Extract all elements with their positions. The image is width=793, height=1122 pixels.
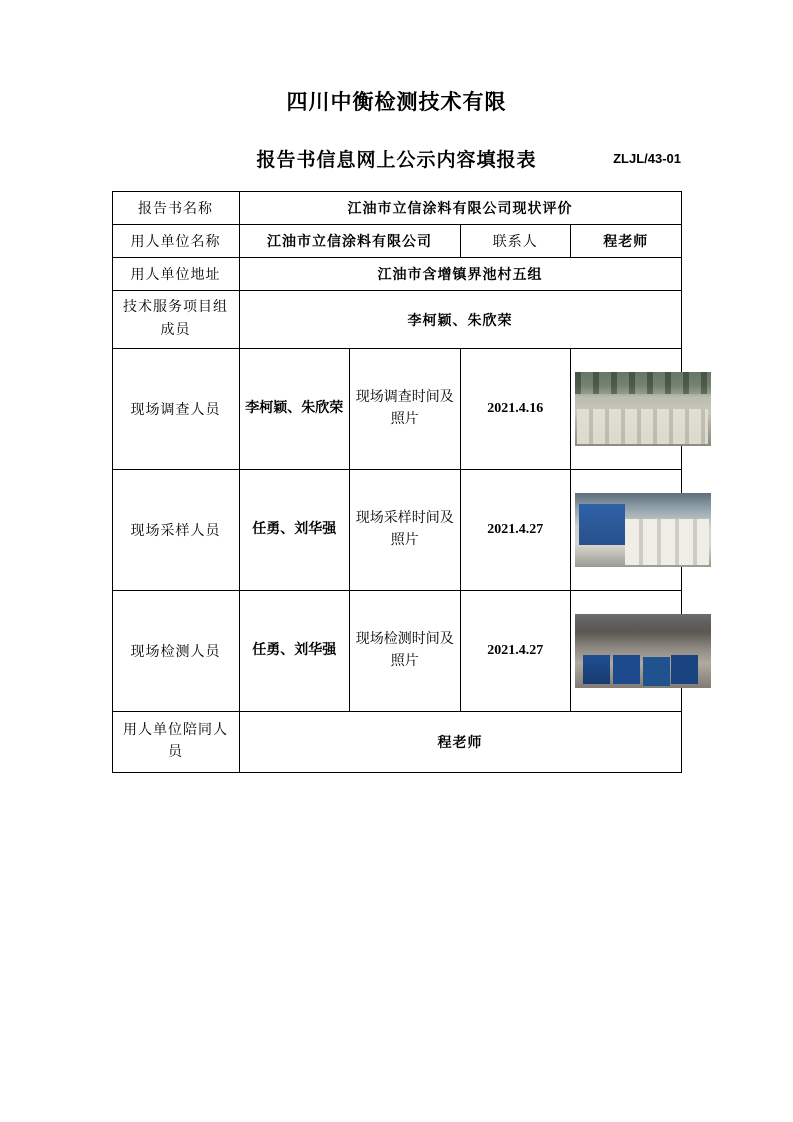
table-row	[112, 291, 681, 349]
row-photo-cell	[571, 349, 682, 470]
row-desc: 现场采样时间及照片	[350, 470, 461, 591]
workshop-drums-photo	[575, 614, 711, 688]
row-value: 江油市立信涂料有限公司	[239, 225, 460, 258]
row-desc: 现场检测时间及照片	[350, 591, 461, 712]
row-value: 程老师	[239, 712, 681, 773]
report-info-table	[112, 191, 682, 773]
row-value: 江油市含增镇界池村五组	[239, 258, 681, 291]
stacked-bags-photo	[575, 493, 711, 567]
row-value-contact: 程老师	[571, 225, 682, 258]
row-label: 用人单位陪同人员	[112, 712, 239, 773]
row-photo-cell	[571, 470, 682, 591]
page-title: 四川中衡检测技术有限	[286, 90, 507, 114]
title-block	[0, 0, 793, 173]
row-person: 任勇、刘华强	[239, 470, 350, 591]
table-row	[112, 225, 681, 258]
row-desc: 现场调查时间及照片	[350, 349, 461, 470]
row-label: 技术服务项目组成员	[112, 291, 239, 349]
row-person: 李柯颖、朱欣荣	[239, 349, 350, 470]
row-value: 江油市立信涂料有限公司现状评价	[239, 192, 681, 225]
row-person: 任勇、刘华强	[239, 591, 350, 712]
row-date: 2021.4.27	[460, 470, 571, 591]
table-row	[112, 712, 681, 773]
subtitle-row	[0, 145, 793, 173]
form-title: 报告书信息网上公示内容填报表	[256, 150, 537, 172]
warehouse-bags-photo	[575, 372, 711, 446]
row-date: 2021.4.16	[460, 349, 571, 470]
row-label: 现场检测人员	[112, 591, 239, 712]
row-label: 现场采样人员	[112, 470, 239, 591]
form-code: ZLJL/43-01	[613, 151, 681, 167]
table-row	[112, 192, 681, 225]
row-photo-cell	[571, 591, 682, 712]
row-label-contact: 联系人	[460, 225, 571, 258]
row-label: 报告书名称	[112, 192, 239, 225]
row-value: 李柯颖、朱欣荣	[239, 291, 681, 349]
row-label: 用人单位名称	[112, 225, 239, 258]
row-label: 用人单位地址	[112, 258, 239, 291]
table-row	[112, 258, 681, 291]
row-date: 2021.4.27	[460, 591, 571, 712]
table-row	[112, 349, 681, 470]
table-row	[112, 591, 681, 712]
row-label: 现场调查人员	[112, 349, 239, 470]
table-row	[112, 470, 681, 591]
